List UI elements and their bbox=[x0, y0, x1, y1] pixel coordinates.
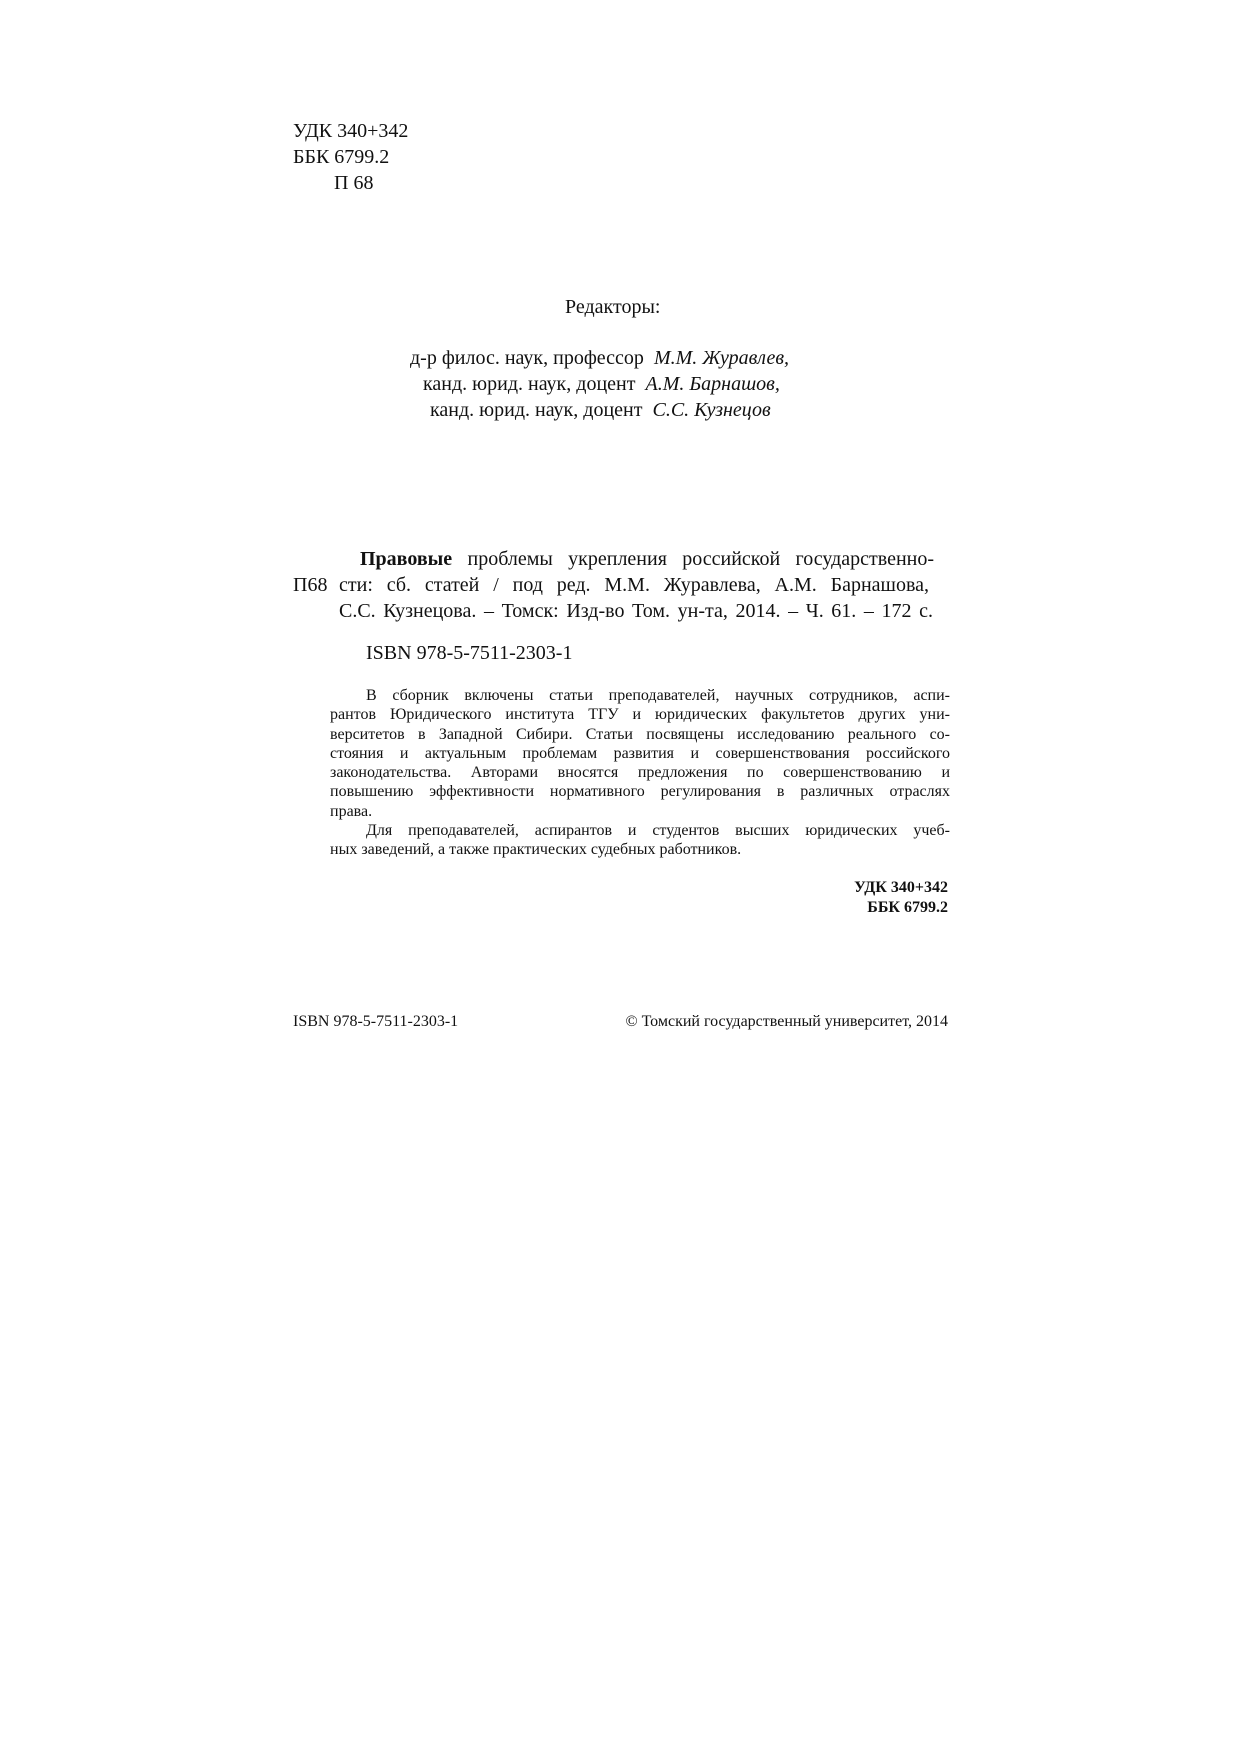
editor-degree: канд. юрид. наук, доцент bbox=[430, 399, 643, 421]
editor-name: А.М. Барнашов, bbox=[645, 373, 780, 395]
bib-title-bold: Правовые bbox=[360, 548, 453, 570]
annotation-line: ных заведений, а также практических судебных работников. bbox=[330, 841, 742, 859]
editor-name: М.М. Журавлев, bbox=[653, 347, 790, 369]
bib-line-2: сти: сб. статей / под ред. М.М. Журавлева, А.М. Барнашова, bbox=[339, 574, 929, 596]
editor-line bbox=[410, 345, 789, 371]
annotation-udk: УДК 340+342 bbox=[854, 879, 948, 896]
annotation-line: верситетов в Западной Сибири. Статьи посвящены исследованию реального со- bbox=[330, 725, 950, 743]
bbk-code: ББК 6799.2 bbox=[293, 146, 390, 168]
annotation-line: повышению эффективности нормативного регулирования в различных отраслях bbox=[330, 783, 950, 801]
editors-heading: Редакторы: bbox=[565, 296, 661, 318]
annotation bbox=[330, 686, 950, 860]
udk-code: УДК 340+342 bbox=[293, 120, 409, 142]
bib-line-3: С.С. Кузнецова. – Томск: Изд-во Том. ун-та, 2014. – Ч. 61. – 172 с. bbox=[339, 600, 933, 622]
annotation-line: стояния и актуальным проблемам развития и совершенствования российского bbox=[330, 744, 950, 762]
annotation-line: Для преподавателей, аспирантов и студентов высших юридических учеб- bbox=[366, 822, 950, 840]
bib-mark: П68 bbox=[293, 574, 328, 596]
annotation-line: права. bbox=[330, 802, 373, 820]
annotation-line: рантов Юридического института ТГУ и юридических факультетов других уни- bbox=[330, 706, 950, 724]
editor-degree: канд. юрид. наук, доцент bbox=[423, 373, 636, 395]
editor-line bbox=[423, 371, 780, 397]
bib-isbn: ISBN 978-5-7511-2303-1 bbox=[366, 642, 573, 664]
bib-title-rest: проблемы укрепления российской государственно- bbox=[467, 548, 935, 570]
author-mark: П 68 bbox=[334, 172, 374, 194]
editor-degree: д-р филос. наук, профессор bbox=[410, 347, 644, 369]
annotation-line: законодательства. Авторами вносятся предложения по совершенствованию и bbox=[330, 764, 950, 782]
annotation-bbk: ББК 6799.2 bbox=[867, 899, 948, 916]
annotation-line: В сборник включены статьи преподавателей, научных сотрудников, аспи- bbox=[366, 687, 950, 704]
editor-line bbox=[430, 397, 771, 423]
footer-isbn: ISBN 978-5-7511-2303-1 bbox=[293, 1013, 459, 1030]
footer-copyright: © Томский государственный университет, 2014 bbox=[625, 1013, 948, 1030]
bib-line-1 bbox=[360, 546, 934, 572]
editor-name: С.С. Кузнецов bbox=[652, 399, 771, 421]
